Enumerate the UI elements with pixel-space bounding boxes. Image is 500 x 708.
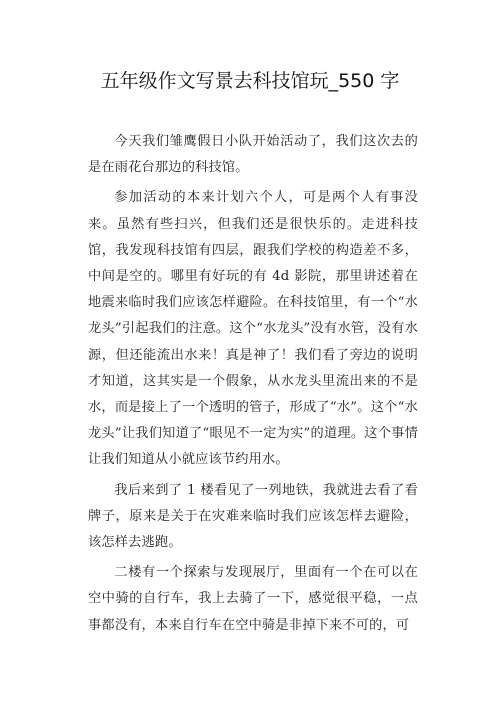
paragraph-3: 我后来到了 1 楼看见了一列地铁，我就进去看了看牌子，原来是关于在灾难来临时我们应该怎样去避险，该怎样去逃跑。 <box>88 482 418 551</box>
document-title: 五年级作文写景去科技馆玩_550 字 <box>100 70 400 92</box>
paragraph-1: 今天我们雏鹰假日小队开始活动了，我们这次去的是在雨花台那边的科技馆。 <box>88 134 418 176</box>
paragraph-4: 二楼有一个探索与发现展厅，里面有一个在可以在空中骑的自行车，我上去骑了一下，感觉很平稳，一点事都没有，本来自行车在空中骑是非掉下来不可的，可 <box>88 565 418 633</box>
paragraph-2: 参加活动的本来计划六个人，可是两个人有事没来。虽然有些扫兴，但我们还是很快乐的。走进科技馆，我发现科技馆有四层，跟我们学校的构造差不多，中间是空的。哪里有好玩的有 4d 影院，那里讲述着在地震来临时我们应该怎样避险。在科技馆里，有一个“水龙头”引起我们的注意。这个“水龙头”没有水管，没有水源，但还能流出水来！真是神了！我们看了旁边的说明才知道，这其实是一个假象，从水龙头里流出来的不是水，而是接上了一个透明的管子，形成了“水”。这个“水龙头”让我们知道了“眼见不一定为实”的道理。这个事情让我们知道从小就应该节约用水。 <box>88 190 418 468</box>
document-body <box>88 129 418 643</box>
